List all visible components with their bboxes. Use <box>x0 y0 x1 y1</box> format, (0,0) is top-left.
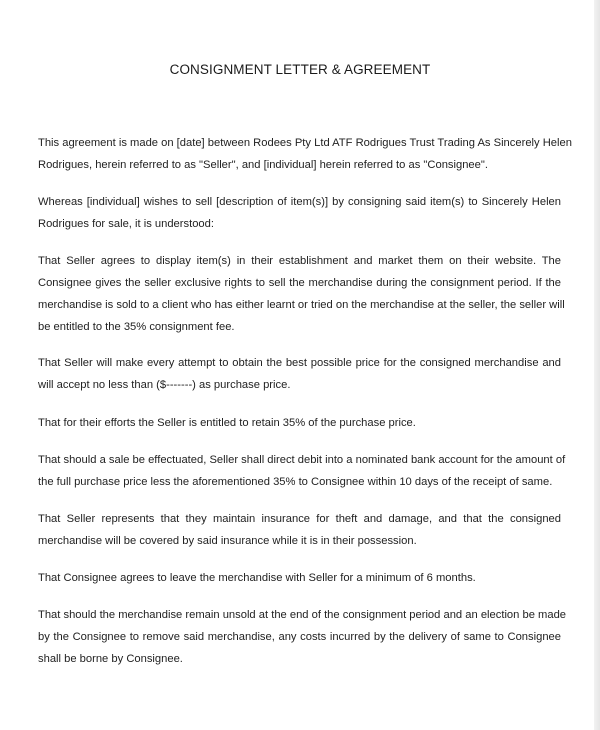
paragraph-line: That Seller represents that they maintain insurance for theft and damage, and that the consigned <box>38 513 561 525</box>
paragraph-line: by the Consignee to remove said merchandise, any costs incurred by the delivery of same to Consignee <box>38 631 561 643</box>
paragraph-line: be entitled to the 35% consignment fee. <box>38 321 235 333</box>
paragraph-line: Rodrigues, herein referred to as "Seller", and [individual] herein referred to as "Consignee". <box>38 159 488 171</box>
paragraph-line: That should a sale be effectuated, Seller shall direct debit into a nominated bank account for the amount of <box>38 454 566 466</box>
paragraph-line: That Seller agrees to display item(s) in their establishment and market them on their website. The <box>38 255 561 267</box>
paragraph-line: merchandise is sold to a client who has either learnt or tried on the merchandise at the seller, the seller will <box>38 299 565 311</box>
paragraph-minimum-period <box>38 567 561 589</box>
paragraph-line: Consignee gives the seller exclusive rights to sell the merchandise during the consignment period. If the <box>38 277 561 289</box>
paragraph-whereas <box>38 191 561 235</box>
paragraph-line: This agreement is made on [date] between Rodees Pty Ltd ATF Rodrigues Trust Trading As Sincerely Helen <box>38 137 572 149</box>
paragraph-insurance <box>38 508 561 552</box>
page-edge-shadow <box>594 0 600 730</box>
paragraph-unsold-removal <box>38 604 567 670</box>
document-title: CONSIGNMENT LETTER & AGREEMENT <box>169 62 431 77</box>
paragraph-direct-debit <box>38 449 566 493</box>
paragraph-retain-percentage <box>38 412 561 434</box>
paragraph-line: That Consignee agrees to leave the merchandise with Seller for a minimum of 6 months. <box>38 572 476 584</box>
paragraph-best-price <box>38 352 561 396</box>
paragraph-display-rights <box>38 250 565 338</box>
paragraph-line: That for their efforts the Seller is entitled to retain 35% of the purchase price. <box>38 417 416 429</box>
paragraph-line: That should the merchandise remain unsold at the end of the consignment period and an election be made <box>38 609 567 621</box>
paragraph-line: merchandise will be covered by said insurance while it is in their possession. <box>38 535 417 547</box>
paragraph-line: shall be borne by Consignee. <box>38 653 183 665</box>
paragraph-parties <box>38 132 572 176</box>
paragraph-line: the full purchase price less the aforementioned 35% to Consignee within 10 days of the receipt of same. <box>38 476 553 488</box>
paragraph-line: Whereas [individual] wishes to sell [description of item(s)] by consigning said item(s) to Sincerely Helen <box>38 196 561 208</box>
paragraph-line: That Seller will make every attempt to obtain the best possible price for the consigned merchandise and <box>38 357 561 369</box>
paragraph-line: Rodrigues for sale, it is understood: <box>38 218 214 230</box>
paragraph-line: will accept no less than ($-------) as purchase price. <box>38 379 291 391</box>
